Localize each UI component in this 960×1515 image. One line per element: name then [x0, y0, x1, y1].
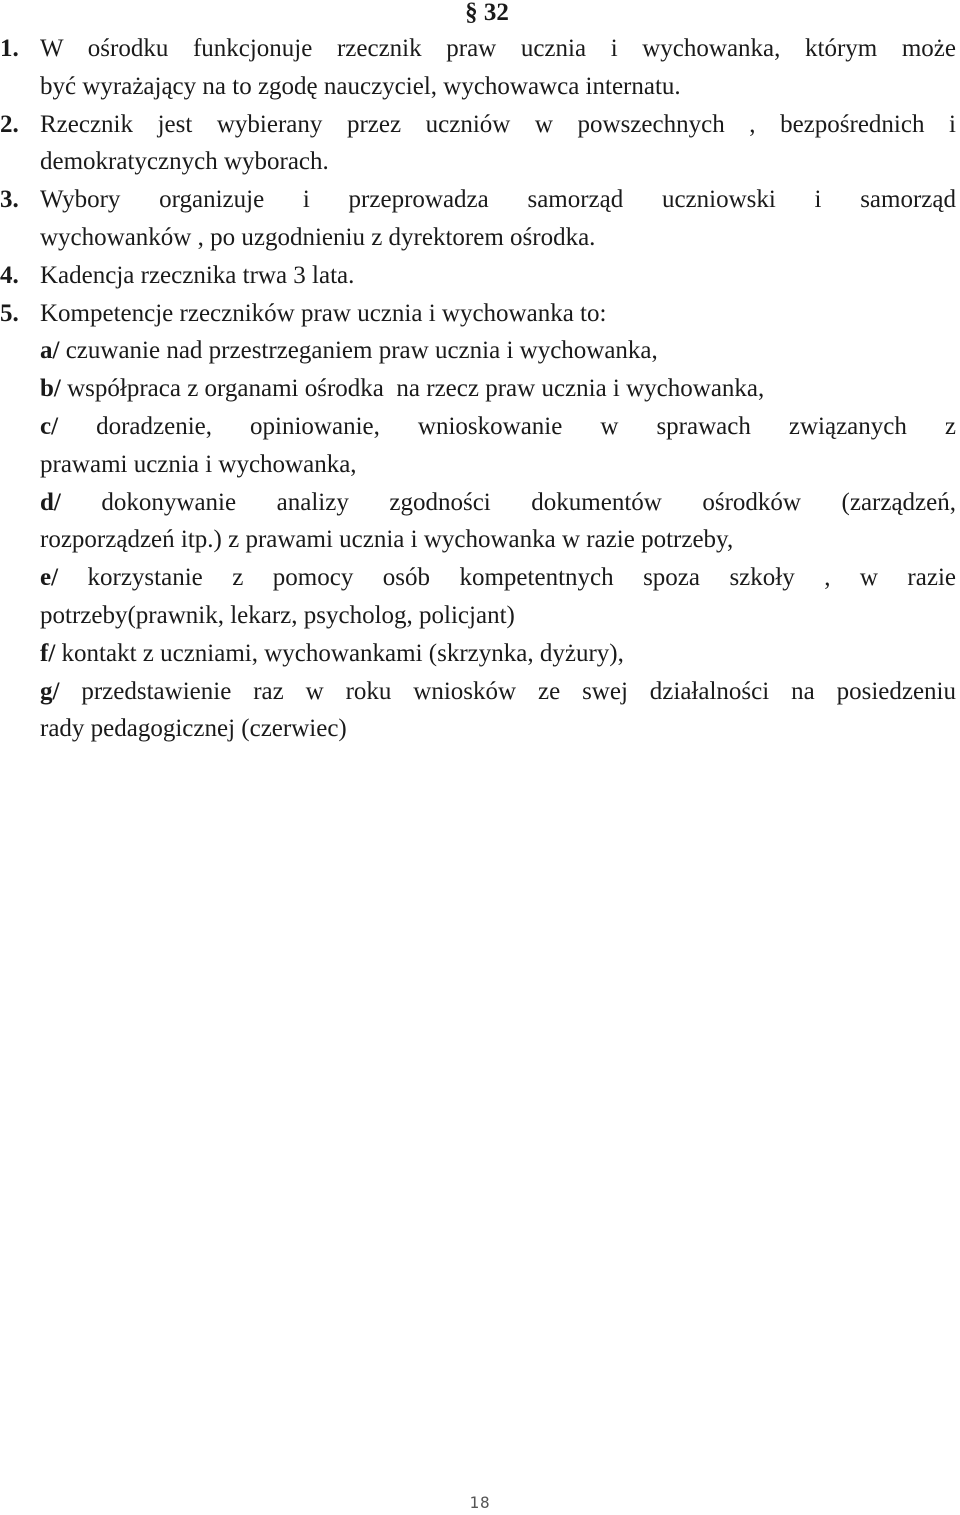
- sub-item-text: doradzenie, opiniowanie, wnioskowanie w sprawach związanych z: [96, 412, 956, 440]
- sub-item-line: potrzeby(prawnik, lekarz, psycholog, policjant): [40, 601, 515, 629]
- sub-item-d: [0, 484, 960, 560]
- sub-item-text: dokonywanie analizy zgodności dokumentów ośrodków (zarządzeń,: [101, 488, 956, 516]
- item-text: Kompetencje rzeczników praw ucznia i wychowanka to:: [40, 299, 607, 327]
- list-item-line: [0, 30, 960, 68]
- item-text: W ośrodku funkcjonuje rzecznik praw ucznia i wychowanka, którym może: [40, 35, 956, 62]
- sub-item-label: d/: [40, 488, 61, 516]
- list-item-4: [0, 257, 960, 295]
- item-number: 4.: [0, 261, 19, 289]
- sub-item-line: [0, 484, 960, 522]
- list-item-line: demokratycznych wyborach.: [40, 148, 329, 176]
- sub-item-b: [0, 370, 960, 408]
- list-item-line: [0, 295, 960, 333]
- sub-item-text: czuwanie nad przestrzeganiem praw ucznia i wychowanka,: [65, 337, 658, 365]
- sub-item-label: a/: [40, 337, 60, 365]
- sub-item-c: [0, 408, 960, 484]
- item-number: 5.: [0, 299, 19, 327]
- sub-item-line: rozporządzeń itp.) z prawami ucznia i wychowanka w razie potrzeby,: [40, 526, 734, 554]
- sub-item-line: [0, 559, 960, 597]
- sub-item-line: [0, 408, 960, 446]
- list-item-line: [0, 106, 960, 144]
- sub-item-label: c/: [40, 412, 59, 440]
- section-heading: § 32: [465, 0, 509, 26]
- sub-item-line: [0, 370, 960, 408]
- item-text: Kadencja rzecznika trwa 3 lata.: [40, 261, 355, 289]
- item-text: Wybory organizuje i przeprowadza samorząd uczniowski i samorząd: [40, 186, 956, 214]
- sub-item-text: kontakt z uczniami, wychowankami (skrzynka, dyżury),: [61, 639, 624, 667]
- sub-item-label: g/: [40, 677, 60, 705]
- sub-item-g: [0, 673, 960, 749]
- list-item-line: wychowanków , po uzgodnieniu z dyrektorem ośrodka.: [40, 223, 596, 251]
- page-number: 18: [469, 1493, 491, 1512]
- sub-item-text: współpraca z organami ośrodka na rzecz praw ucznia i wychowanka,: [67, 375, 765, 403]
- sub-item-f: [0, 635, 960, 673]
- list-item-3: [0, 181, 960, 257]
- sub-item-text: korzystanie z pomocy osób kompetentnych spoza szkoły , w razie: [87, 564, 956, 592]
- list-item-line: być wyrażający na to zgodę nauczyciel, wychowawca internatu.: [40, 72, 681, 100]
- sub-item-line: [0, 635, 960, 673]
- list-item-2: [0, 106, 960, 182]
- sub-item-a: [0, 332, 960, 370]
- item-number: 1.: [0, 35, 19, 62]
- sub-item-label: f/: [40, 639, 56, 667]
- sub-item-line: rady pedagogicznej (czerwiec): [40, 715, 347, 743]
- sub-item-e: [0, 559, 960, 635]
- list-item-1: [0, 30, 960, 106]
- list-item-line: [0, 257, 960, 295]
- sub-item-label: e/: [40, 564, 59, 592]
- list-item-line: [0, 181, 960, 219]
- item-text: Rzecznik jest wybierany przez uczniów w powszechnych , bezpośrednich i: [40, 110, 956, 138]
- sub-item-label: b/: [40, 375, 61, 403]
- document-body: [0, 30, 960, 748]
- list-item-5: [0, 295, 960, 333]
- sub-item-line: prawami ucznia i wychowanka,: [40, 450, 357, 478]
- item-number: 2.: [0, 110, 19, 138]
- sub-item-text: przedstawienie raz w roku wniosków ze swej działalności na posiedzeniu: [81, 677, 957, 705]
- sub-item-line: [0, 332, 960, 370]
- sub-item-line: [0, 673, 960, 711]
- item-number: 3.: [0, 186, 19, 214]
